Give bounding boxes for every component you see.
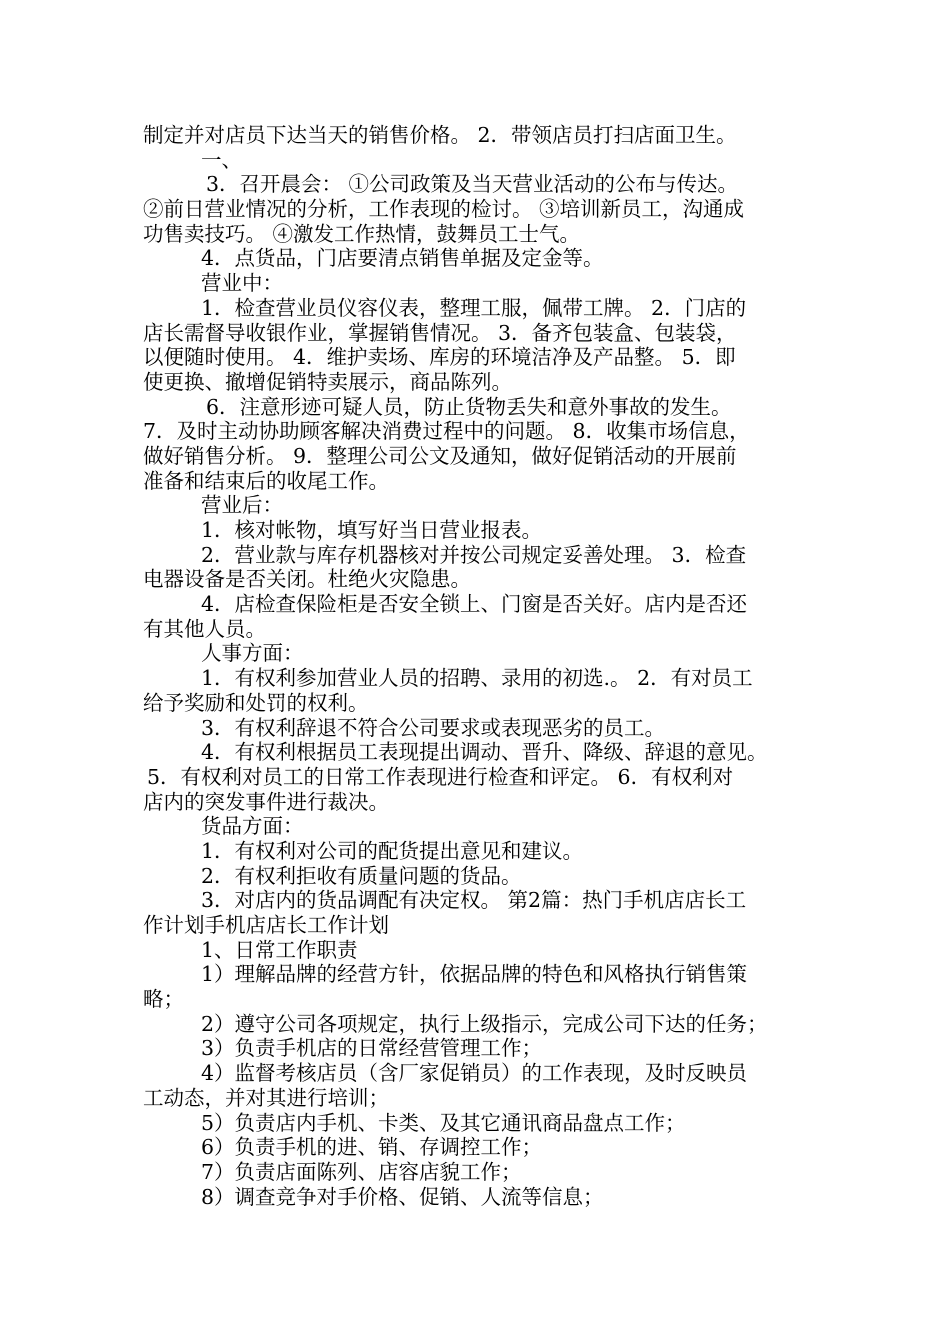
text-line: 3．有权利辞退不符合公司要求或表现恶劣的员工。 — [201, 715, 666, 740]
text-line: 制定并对店员下达当天的销售价格。 2．带领店员打扫店面卫生。 — [143, 123, 737, 147]
text-line: 4．点货品，门店要清点销售单据及定金等。 — [201, 246, 604, 271]
text-line: 7．及时主动协助顾客解决消费过程中的问题。 8．收集市场信息， — [143, 419, 750, 444]
text-line: 4．店检查保险柜是否安全锁上、门窗是否关好。店内是否还 — [201, 592, 748, 617]
text-line: 1）理解品牌的经营方针，依据品牌的特色和风格执行销售策 — [201, 962, 748, 987]
text-line: 店长需督导收银作业，掌握销售情况。 3．备齐包装盒、包装袋， — [143, 320, 737, 345]
text-line: 作计划手机店店长工作计划 — [143, 913, 389, 937]
text-line: 4．有权利根据员工表现提出调动、晋升、降级、辞退的意见。 — [201, 740, 768, 765]
text-line: ②前日营业情况的分析，工作表现的检讨。 ③培训新员工，沟通成 — [143, 197, 745, 222]
text-line: 给予奖励和处罚的权利。 — [143, 690, 369, 715]
section-heading: 1、日常工作职责 — [201, 937, 358, 962]
text-line: 1．检查营业员仪容仪表，整理工服，佩带工牌。 2．门店的 — [201, 295, 747, 320]
text-line: 工动态，并对其进行培训； — [143, 1085, 389, 1110]
text-line: 2．有权利拒收有质量问题的货品。 — [201, 863, 522, 888]
text-line: 1．核对帐物，填写好当日营业报表。 — [201, 518, 543, 542]
section-heading: 营业中： — [201, 271, 283, 296]
text-line: 8）调查竞争对手价格、促销、人流等信息； — [201, 1184, 604, 1209]
text-line: 1．有权利对公司的配货提出意见和建议。 — [201, 838, 584, 863]
text-line: 电器设备是否关闭。杜绝火灾隐患。 — [143, 567, 471, 592]
text-line: 3．召开晨会： ①公司政策及当天营业活动的公布与传达。 — [206, 172, 739, 197]
text-line: 7）负责店面陈列、店容店貌工作； — [201, 1159, 522, 1184]
text-line: 以便随时使用。 4．维护卖场、库房的环境洁净及产品整。 5．即 — [143, 345, 736, 370]
text-line: 5．有权利对员工的日常工作表现进行检查和评定。 6．有权利对 — [147, 764, 734, 789]
text-line: 3．对店内的货品调配有决定权。 第2篇：热门手机店店长工 — [201, 888, 747, 913]
text-line: 2．营业款与库存机器核对并按公司规定妥善处理。 3．检查 — [201, 542, 747, 567]
text-line: 做好销售分析。 9．整理公司公文及通知，做好促销活动的开展前 — [143, 443, 737, 468]
section-heading: 营业后： — [201, 493, 283, 518]
text-line: 6．注意形迹可疑人员，防止货物丢失和意外事故的发生。 — [206, 394, 732, 419]
text-line: 略； — [143, 987, 184, 1012]
text-line: 准备和结束后的收尾工作。 — [143, 468, 389, 493]
section-heading: 人事方面： — [201, 641, 304, 666]
text-line: 使更换、撤增促销特卖展示，商品陈列。 — [143, 369, 512, 394]
text-line: 3）负责手机店的日常经营管理工作； — [201, 1036, 543, 1061]
text-line: 2）遵守公司各项规定，执行上级指示，完成公司下达的任务； — [201, 1011, 768, 1036]
section-heading: 货品方面： — [201, 814, 304, 839]
text-line: 一、 — [201, 147, 242, 172]
text-line: 店内的突发事件进行裁决。 — [143, 789, 389, 814]
text-line: 有其他人员。 — [143, 616, 266, 641]
text-line: 5）负责店内手机、卡类、及其它通讯商品盘点工作； — [201, 1110, 686, 1135]
text-line: 功售卖技巧。 ④激发工作热情，鼓舞员工士气。 — [143, 221, 581, 246]
text-line: 4）监督考核店员（含厂家促销员）的工作表现，及时反映员 — [201, 1061, 748, 1086]
text-line: 1．有权利参加营业人员的招聘、录用的初选.。 2．有对员工 — [201, 666, 753, 691]
text-line: 6）负责手机的进、销、存调控工作； — [201, 1135, 543, 1160]
